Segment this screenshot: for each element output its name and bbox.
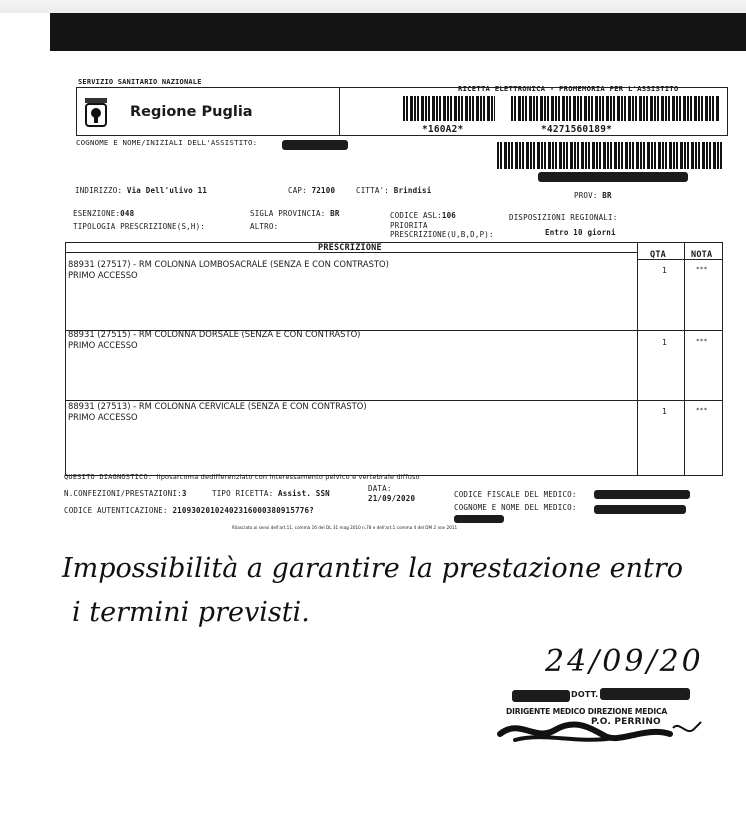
cap-row: CAP: 72100 bbox=[288, 186, 336, 195]
legal-note: Rilasciato ai sensi dell'art.11, comma 16 del DL 31 mag 2010 n.78 e dell'art.1 comma 4 del DM 2 nov 2011 bbox=[232, 525, 458, 530]
redacted-nome-medico-2 bbox=[454, 515, 504, 523]
scan-shadow-band bbox=[50, 13, 746, 51]
redacted-nome-medico-1 bbox=[594, 505, 686, 514]
handwritten-note-line2: i termini previsti. bbox=[72, 597, 310, 628]
row-2-description: 88931 (27515) - RM COLONNA DORSALE (SENZA E CON CONTRASTO) bbox=[68, 329, 361, 339]
row-2-qta: 1 bbox=[662, 338, 668, 347]
table-row bbox=[68, 259, 389, 281]
tipo-row: TIPO RICETTA: Assist. SSN bbox=[212, 489, 330, 498]
row-1-qta: 1 bbox=[662, 266, 668, 275]
nconf-row: N.CONFEZIONI/PRESTAZIONI:3 bbox=[64, 489, 187, 498]
table-row bbox=[68, 401, 367, 423]
stamp-line3: P.O. PERRINO bbox=[591, 717, 661, 727]
redacted-barcode-text bbox=[538, 172, 688, 182]
barcode-2-text: *4271560189* bbox=[541, 124, 613, 135]
header-prescrizione: PRESCRIZIONE bbox=[318, 243, 382, 253]
autenticazione-row: CODICE AUTENTICAZIONE: 21093020102402316000380915776? bbox=[64, 506, 314, 515]
row-2-access: PRIMO ACCESSO bbox=[68, 340, 138, 350]
priorita-value: Entro 10 giorni bbox=[545, 228, 616, 237]
row-3-description: 88931 (27513) - RM COLONNA CERVICALE (SENZA E CON CONTRASTO) bbox=[68, 401, 367, 411]
signature bbox=[495, 698, 710, 746]
regione-emblem-icon bbox=[82, 96, 110, 128]
indirizzo-row: INDIRIZZO: Via Dell'ulivo 11 bbox=[75, 186, 208, 195]
handwritten-note-line1: Impossibilità a garantire la prestazione entro bbox=[62, 553, 684, 584]
col-divider-qta bbox=[637, 242, 638, 475]
assistito-label: COGNOME E NOME/INIZIALI DELL'ASSISTITO: bbox=[76, 138, 258, 147]
altro-label: ALTRO: bbox=[250, 222, 279, 231]
row-1-access: PRIMO ACCESSO bbox=[68, 270, 138, 280]
stamp-line1: DOTT. bbox=[571, 690, 599, 699]
ricetta-title: RICETTA ELETTRONICA - PROMEMORIA PER L'ASSISTITO bbox=[458, 84, 679, 93]
disposizioni-label: DISPOSIZIONI REGIONALI: bbox=[509, 213, 618, 222]
esenzione-row: ESENZIONE:048 bbox=[73, 209, 135, 218]
barcode-2 bbox=[511, 96, 719, 121]
row-1-description: 88931 (27517) - RM COLONNA LOMBOSACRALE (SENZA E CON CONTRASTO) bbox=[68, 259, 389, 269]
row-2-nota: *** bbox=[696, 338, 708, 345]
handwritten-date: 24/09/20 bbox=[545, 644, 704, 679]
servizio-label: SERVIZIO SANITARIO NAZIONALE bbox=[78, 78, 202, 86]
redacted-cf-medico bbox=[594, 490, 690, 499]
col-divider-nota bbox=[684, 242, 685, 475]
redacted-assistito-name bbox=[282, 140, 348, 150]
data-value: 21/09/2020 bbox=[368, 494, 416, 503]
sigla-row: SIGLA PROVINCIA: BR bbox=[250, 209, 340, 218]
row-1-nota: *** bbox=[696, 266, 708, 273]
cf-medico-label: CODICE FISCALE DEL MEDICO: bbox=[454, 490, 577, 499]
quesito-row: QUESITO DIAGNOSTICO: liposarcoma dedifferenziato con interessamento pelvico e vertebrale diffuso bbox=[64, 473, 420, 481]
priorita-label-2: PRESCRIZIONE(U,B,D,P): bbox=[390, 230, 494, 239]
barcode-1 bbox=[403, 96, 495, 121]
barcode-1-text: *160A2* bbox=[422, 124, 464, 135]
stamp-line2: DIRIGENTE MEDICO DIREZIONE MEDICA bbox=[506, 707, 667, 716]
barcode-3 bbox=[497, 142, 722, 169]
table-row bbox=[68, 329, 360, 351]
scan-edge bbox=[0, 0, 746, 13]
citta-row: CITTA': Brindisi bbox=[356, 186, 432, 195]
header-nota: NOTA bbox=[691, 250, 713, 260]
regione-name: Regione Puglia bbox=[130, 104, 253, 120]
header-qta: QTA bbox=[650, 250, 666, 260]
prov-row: PROV: BR bbox=[574, 191, 612, 200]
priorita-label-1: PRIORITA bbox=[390, 221, 428, 230]
codice-asl-row: CODICE ASL:106 bbox=[390, 211, 457, 220]
tipologia-label: TIPOLOGIA PRESCRIZIONE(S,H): bbox=[73, 222, 206, 231]
row-3-nota: *** bbox=[696, 407, 708, 414]
row-3-access: PRIMO ACCESSO bbox=[68, 412, 138, 422]
nome-medico-label: COGNOME E NOME DEL MEDICO: bbox=[454, 503, 577, 512]
row-3-qta: 1 bbox=[662, 407, 668, 416]
data-label: DATA: bbox=[368, 484, 392, 493]
